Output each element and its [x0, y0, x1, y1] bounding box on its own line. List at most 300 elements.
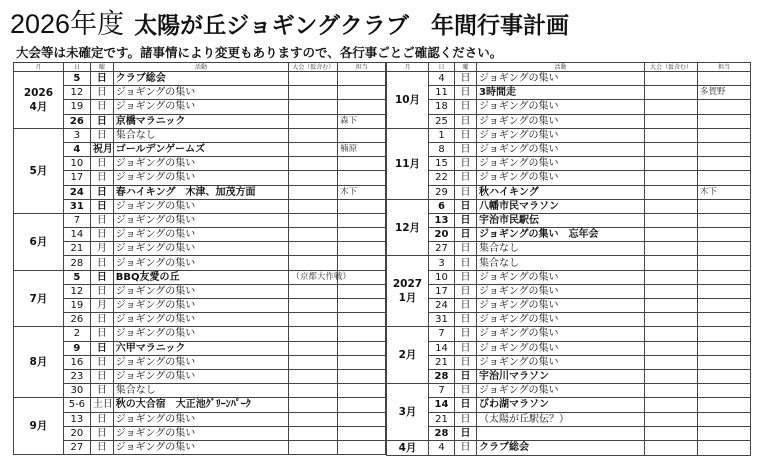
weekday-cell: 日 — [90, 355, 113, 369]
table-row — [387, 157, 751, 171]
day-cell: 12 — [63, 86, 90, 100]
month-cell: 8月 — [14, 327, 64, 398]
weekday-cell: 日 — [455, 369, 477, 383]
day-cell: 4 — [429, 440, 455, 455]
weekday-cell: 日 — [455, 256, 477, 270]
owner-cell — [698, 213, 751, 227]
month-cell: 11月 — [387, 128, 429, 199]
month-cell: 3月 — [387, 384, 429, 441]
owner-cell — [698, 369, 751, 383]
table-row — [14, 412, 386, 426]
event-cell: 六甲マラニック — [113, 341, 289, 355]
owner-cell — [698, 256, 751, 270]
day-cell: 21 — [429, 355, 455, 369]
weekday-cell: 日 — [90, 157, 113, 171]
race-cell — [289, 86, 338, 100]
day-cell: 14 — [429, 398, 455, 412]
race-cell — [289, 171, 338, 185]
race-cell — [289, 440, 338, 454]
weekday-cell: 日 — [455, 185, 477, 199]
month-cell: 12月 — [387, 199, 429, 256]
day-cell: 31 — [63, 199, 90, 213]
month-cell: 4月 — [387, 440, 429, 455]
race-cell — [289, 114, 338, 128]
table-row — [387, 100, 751, 114]
event-cell: （太陽が丘駅伝？） — [477, 412, 645, 426]
day-cell: 7 — [429, 384, 455, 398]
day-cell: 14 — [429, 341, 455, 355]
day-cell: 29 — [429, 185, 455, 199]
table-row — [14, 142, 386, 156]
event-cell: ジョギングの集い — [113, 100, 289, 114]
race-cell — [645, 341, 698, 355]
race-cell — [645, 284, 698, 298]
weekday-cell: 日 — [455, 213, 477, 227]
event-cell: ゴールデンゲームズ — [113, 142, 289, 156]
race-cell — [289, 299, 338, 313]
weekday-cell: 日 — [90, 341, 113, 355]
owner-cell — [698, 157, 751, 171]
day-cell: 17 — [429, 284, 455, 298]
day-cell: 25 — [429, 114, 455, 128]
page-title — [10, 2, 569, 41]
month-cell: 5月 — [14, 128, 64, 213]
table-row — [387, 426, 751, 440]
owner-cell — [698, 72, 751, 86]
event-cell: ジョギングの集い — [113, 327, 289, 341]
race-cell — [645, 100, 698, 114]
event-cell: ジョギングの集い — [113, 256, 289, 270]
race-cell — [289, 327, 338, 341]
day-cell: 13 — [63, 412, 90, 426]
race-cell — [289, 412, 338, 426]
day-cell: 23 — [63, 369, 90, 383]
event-cell: ジョギングの集い — [477, 100, 645, 114]
day-cell: 17 — [63, 171, 90, 185]
race-cell — [645, 299, 698, 313]
owner-cell — [338, 213, 386, 227]
weekday-cell: 日 — [90, 213, 113, 227]
event-cell: ジョギングの集い — [477, 355, 645, 369]
weekday-cell: 日 — [455, 114, 477, 128]
event-cell: 秋ハイキング — [477, 185, 645, 199]
table-row — [387, 270, 751, 284]
race-cell — [289, 128, 338, 142]
weekday-cell: 日 — [90, 440, 113, 454]
event-cell: ジョギングの集い — [113, 213, 289, 227]
event-cell: ジョギングの集い — [477, 384, 645, 398]
race-cell — [289, 72, 338, 86]
day-cell: 4 — [63, 142, 90, 156]
weekday-cell: 日 — [90, 114, 113, 128]
event-cell: ジョギングの集い — [477, 341, 645, 355]
day-cell: 10 — [429, 270, 455, 284]
day-cell: 3 — [63, 128, 90, 142]
header-month: 月 — [14, 63, 64, 72]
owner-cell — [698, 128, 751, 142]
weekday-cell: 日 — [455, 270, 477, 284]
header-weekday: 曜 — [455, 63, 477, 72]
event-cell: ジョギングの集い — [477, 327, 645, 341]
day-cell: 7 — [63, 213, 90, 227]
event-cell: 宇治市民駅伝 — [477, 213, 645, 227]
table-row — [387, 86, 751, 100]
weekday-cell: 日 — [455, 341, 477, 355]
table-row — [14, 327, 386, 341]
table-row — [387, 299, 751, 313]
table-row — [14, 256, 386, 270]
weekday-cell: 日 — [90, 72, 113, 86]
day-cell: 7 — [429, 327, 455, 341]
owner-cell — [698, 327, 751, 341]
weekday-cell: 月 — [90, 299, 113, 313]
event-cell: ジョギングの集い — [477, 284, 645, 298]
weekday-cell: 日 — [90, 384, 113, 398]
owner-cell — [338, 369, 386, 383]
table-row — [14, 157, 386, 171]
weekday-cell: 日 — [455, 327, 477, 341]
weekday-cell: 日 — [455, 242, 477, 256]
race-cell — [289, 142, 338, 156]
table-row — [14, 284, 386, 298]
owner-cell — [698, 398, 751, 412]
weekday-cell: 日 — [90, 369, 113, 383]
event-cell: ジョギングの集い — [113, 86, 289, 100]
event-cell — [477, 426, 645, 440]
race-cell — [645, 327, 698, 341]
month-cell: 2026 4月 — [14, 72, 64, 129]
owner-cell — [698, 270, 751, 284]
owner-cell — [698, 313, 751, 327]
table-row — [387, 398, 751, 412]
event-cell: ジョギングの集い — [477, 142, 645, 156]
weekday-cell: 日 — [90, 426, 113, 440]
owner-cell — [698, 299, 751, 313]
table-row — [387, 412, 751, 426]
weekday-cell: 日 — [455, 199, 477, 213]
event-cell: ジョギングの集い — [113, 426, 289, 440]
day-cell: 27 — [63, 440, 90, 454]
header-owner: 担当 — [338, 63, 386, 72]
header-race: 大会（仮含む） — [645, 63, 698, 72]
race-cell — [645, 86, 698, 100]
header-day: 日 — [63, 63, 90, 72]
owner-cell — [338, 171, 386, 185]
day-cell: 31 — [429, 313, 455, 327]
race-cell — [645, 157, 698, 171]
table-row — [387, 327, 751, 341]
event-cell: ジョギングの集い — [113, 440, 289, 454]
race-cell — [289, 384, 338, 398]
header-day: 日 — [429, 63, 455, 72]
table-row — [14, 369, 386, 383]
day-cell: 24 — [429, 299, 455, 313]
owner-cell: 楠原 — [338, 142, 386, 156]
table-row — [14, 242, 386, 256]
table-row — [387, 284, 751, 298]
race-cell — [645, 128, 698, 142]
owner-cell: 森下 — [338, 114, 386, 128]
table-row — [387, 440, 751, 455]
race-cell — [645, 426, 698, 440]
owner-cell — [698, 426, 751, 440]
table-row — [387, 242, 751, 256]
day-cell: 5-6 — [63, 398, 90, 412]
day-cell: 15 — [429, 157, 455, 171]
owner-cell — [698, 384, 751, 398]
race-cell — [289, 256, 338, 270]
race-cell — [645, 142, 698, 156]
day-cell: 10 — [63, 157, 90, 171]
day-cell: 21 — [429, 412, 455, 426]
day-cell: 5 — [63, 72, 90, 86]
day-cell: 5 — [63, 270, 90, 284]
owner-cell: 多賀野 — [698, 86, 751, 100]
day-cell: 8 — [429, 142, 455, 156]
event-cell: 八幡市民マラソン — [477, 199, 645, 213]
race-cell — [645, 412, 698, 426]
owner-cell — [338, 384, 386, 398]
weekday-cell: 日 — [90, 313, 113, 327]
event-cell: ジョギングの集い — [477, 128, 645, 142]
owner-cell — [338, 86, 386, 100]
weekday-cell: 月 — [90, 242, 113, 256]
day-cell: 16 — [63, 355, 90, 369]
month-cell: 6月 — [14, 213, 64, 270]
owner-cell — [338, 412, 386, 426]
event-cell: ジョギングの集い — [113, 284, 289, 298]
race-cell — [645, 72, 698, 86]
event-cell: 集合なし — [477, 242, 645, 256]
day-cell: 1 — [429, 128, 455, 142]
weekday-cell: 日 — [90, 86, 113, 100]
table-row — [14, 384, 386, 398]
header-row — [387, 63, 751, 72]
weekday-cell: 日 — [455, 171, 477, 185]
event-cell: ジョギングの集い — [113, 242, 289, 256]
table-row — [387, 213, 751, 227]
owner-cell — [338, 228, 386, 242]
event-cell: 集合なし — [477, 256, 645, 270]
owner-cell — [698, 199, 751, 213]
event-cell: ジョギングの集い 忘年会 — [477, 228, 645, 242]
day-cell: 11 — [429, 86, 455, 100]
table-row — [14, 341, 386, 355]
weekday-cell: 日 — [455, 284, 477, 298]
weekday-cell: 日 — [90, 199, 113, 213]
event-cell: ジョギングの集い — [477, 157, 645, 171]
owner-cell — [338, 72, 386, 86]
day-cell: 26 — [63, 313, 90, 327]
day-cell: 24 — [63, 185, 90, 199]
event-cell: ジョギングの集い — [477, 313, 645, 327]
owner-cell — [698, 171, 751, 185]
race-cell — [645, 256, 698, 270]
race-cell — [645, 440, 698, 455]
weekday-cell: 日 — [455, 142, 477, 156]
club-name: 太陽が丘ジョギングクラブ — [134, 13, 409, 39]
event-cell: ジョギングの集い — [113, 171, 289, 185]
table-row — [387, 369, 751, 383]
table-row — [387, 355, 751, 369]
race-cell — [645, 213, 698, 227]
day-cell: 28 — [63, 256, 90, 270]
event-cell: ジョギングの集い — [477, 171, 645, 185]
race-cell — [289, 157, 338, 171]
race-cell — [645, 398, 698, 412]
race-cell — [289, 242, 338, 256]
owner-cell — [698, 100, 751, 114]
owner-cell — [698, 142, 751, 156]
day-cell: 21 — [63, 242, 90, 256]
weekday-cell: 日 — [455, 128, 477, 142]
owner-cell — [338, 157, 386, 171]
weekday-cell: 日 — [455, 384, 477, 398]
event-cell: 集合なし — [113, 128, 289, 142]
event-cell: ジョギングの集い — [113, 412, 289, 426]
owner-cell — [698, 284, 751, 298]
owner-cell — [338, 327, 386, 341]
race-cell — [289, 398, 338, 412]
owner-cell — [698, 114, 751, 128]
header-owner: 担当 — [698, 63, 751, 72]
day-cell: 20 — [63, 426, 90, 440]
weekday-cell: 日 — [90, 228, 113, 242]
race-cell — [645, 114, 698, 128]
event-cell: ジョギングの集い — [477, 299, 645, 313]
table-row — [387, 313, 751, 327]
day-cell: 30 — [63, 384, 90, 398]
weekday-cell: 日 — [90, 270, 113, 284]
event-cell: 集合なし — [113, 384, 289, 398]
table-row — [14, 355, 386, 369]
race-cell — [289, 426, 338, 440]
schedule-table-left — [13, 62, 386, 455]
owner-cell — [338, 299, 386, 313]
race-cell — [645, 355, 698, 369]
table-row — [14, 72, 386, 86]
day-cell: 6 — [429, 199, 455, 213]
month-cell: 2月 — [387, 327, 429, 384]
day-cell: 18 — [429, 100, 455, 114]
race-cell — [645, 199, 698, 213]
event-cell: クラブ総会 — [113, 72, 289, 86]
day-cell: 14 — [63, 228, 90, 242]
table-row — [14, 228, 386, 242]
plan-title: 年間行事計画 — [430, 13, 569, 39]
event-cell: 宇治川マラソン — [477, 369, 645, 383]
owner-cell — [338, 440, 386, 454]
owner-cell — [698, 228, 751, 242]
owner-cell — [338, 100, 386, 114]
table-row — [14, 313, 386, 327]
table-row — [14, 270, 386, 284]
event-cell: 京橋マラニック — [113, 114, 289, 128]
race-cell — [289, 213, 338, 227]
weekday-cell: 日 — [455, 100, 477, 114]
race-cell — [289, 185, 338, 199]
weekday-cell: 土日 — [90, 398, 113, 412]
owner-cell — [338, 341, 386, 355]
table-row — [387, 128, 751, 142]
weekday-cell: 日 — [90, 128, 113, 142]
day-cell: 19 — [63, 299, 90, 313]
race-cell — [289, 199, 338, 213]
event-cell: クラブ総会 — [477, 440, 645, 455]
owner-cell — [338, 313, 386, 327]
table-row — [387, 72, 751, 86]
race-cell — [289, 313, 338, 327]
month-cell: 10月 — [387, 72, 429, 129]
header-month: 月 — [387, 63, 429, 72]
event-cell: ジョギングの集い — [477, 72, 645, 86]
race-cell — [289, 284, 338, 298]
day-cell: 12 — [63, 284, 90, 298]
race-cell — [289, 341, 338, 355]
event-cell: ジョギングの集い — [113, 313, 289, 327]
race-cell — [289, 369, 338, 383]
fiscal-year: 2026年度 — [10, 9, 125, 39]
table-row — [14, 86, 386, 100]
weekday-cell: 日 — [455, 72, 477, 86]
race-cell — [645, 384, 698, 398]
month-cell: 2027 1月 — [387, 256, 429, 327]
table-row — [387, 185, 751, 199]
table-row — [14, 213, 386, 227]
event-cell: ジョギングの集い — [113, 228, 289, 242]
table-row — [14, 299, 386, 313]
event-cell: BBQ友愛の丘 — [113, 270, 289, 284]
race-cell — [289, 355, 338, 369]
event-cell: ジョギングの集い — [477, 114, 645, 128]
event-cell: 3時間走 — [477, 86, 645, 100]
race-cell — [645, 228, 698, 242]
weekday-cell: 日 — [90, 284, 113, 298]
owner-cell — [338, 398, 386, 412]
owner-cell: 木下 — [698, 185, 751, 199]
table-row — [14, 440, 386, 454]
table-row — [387, 142, 751, 156]
owner-cell — [698, 412, 751, 426]
owner-cell — [698, 355, 751, 369]
header-event: 活動 — [477, 63, 645, 72]
day-cell: 22 — [429, 171, 455, 185]
owner-cell — [338, 199, 386, 213]
race-cell — [645, 270, 698, 284]
day-cell: 3 — [429, 256, 455, 270]
table-row — [14, 100, 386, 114]
day-cell: 19 — [63, 100, 90, 114]
weekday-cell: 日 — [455, 157, 477, 171]
header-weekday: 曜 — [90, 63, 113, 72]
owner-cell — [338, 284, 386, 298]
owner-cell — [698, 341, 751, 355]
owner-cell — [698, 440, 751, 455]
race-cell — [289, 100, 338, 114]
owner-cell — [338, 128, 386, 142]
event-cell: 秋の大合宿 大正池ｸﾞﾘｰﾝﾊﾟｰｸ — [113, 398, 289, 412]
table-row — [14, 426, 386, 440]
table-row — [14, 114, 386, 128]
weekday-cell: 日 — [455, 440, 477, 455]
weekday-cell: 日 — [90, 412, 113, 426]
day-cell: 28 — [429, 369, 455, 383]
race-cell — [645, 171, 698, 185]
event-cell: ジョギングの集い — [113, 199, 289, 213]
race-cell — [645, 369, 698, 383]
event-cell: ジョギングの集い — [113, 369, 289, 383]
weekday-cell: 日 — [455, 355, 477, 369]
